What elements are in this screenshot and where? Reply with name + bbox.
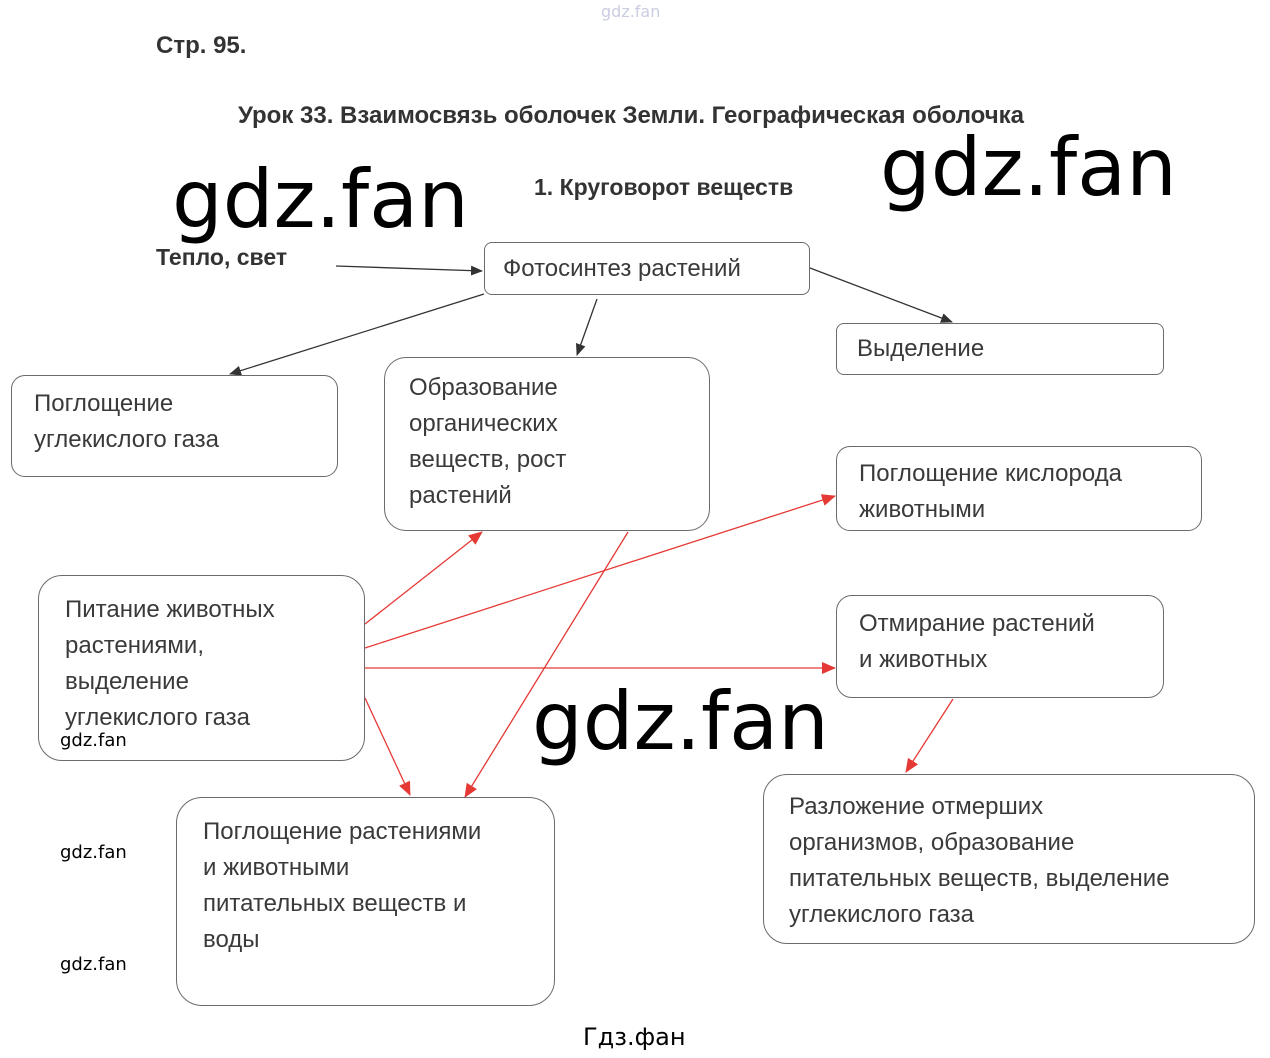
node-animal-feeding-label: Питание животных растениями, выделение углекислого газа [65,596,275,731]
node-co2-absorption [11,375,338,477]
watermark-small-2: gdz.fan [60,842,127,863]
lesson-title: Урок 33. Взаимосвязь оболочек Земли. Географическая оболочка [238,102,1024,129]
node-dying [836,595,1164,698]
watermark-small-1: gdz.fan [60,730,127,751]
input-label-heat-light: Тепло, свет [156,244,288,270]
arrow-photosynthesis-to-release [810,268,952,322]
node-dying-label: Отмирание растений и животных [859,610,1095,673]
watermark-large-left: gdz.fan [172,153,469,246]
footer-caption: Гдз.фан [583,1023,686,1051]
section-title: 1. Круговорот веществ [534,174,794,200]
node-decomposition-label: Разложение отмерших организмов, образование питательных веществ, выделение углекислого газа [789,793,1170,928]
node-nutrient-absorption [176,797,555,1006]
watermark-large-right: gdz.fan [880,121,1177,214]
arrow-feeding-to-organic [365,532,482,624]
node-decomposition [763,774,1255,944]
arrow-dying-to-decomposition [906,699,953,772]
node-oxygen-absorption-label: Поглощение кислорода животными [859,460,1122,523]
node-nutrient-absorption-label: Поглощение растениями и животными питательных веществ и воды [203,818,482,953]
node-release-label: Выделение [857,335,985,362]
arrow-feeding-to-nutrient [365,698,410,795]
node-oxygen-absorption [836,446,1202,531]
node-co2-absorption-label: Поглощение углекислого газа [34,390,220,453]
watermark-small-3: gdz.fan [60,954,127,975]
page-reference: Стр. 95. [156,32,247,59]
watermark-large-center: gdz.fan [532,675,829,768]
arrow-photosynthesis-to-organic [577,299,597,355]
node-photosynthesis-label: Фотосинтез растений [503,255,741,282]
node-organic-formation-label: Образование органических веществ, рост растений [409,374,567,509]
node-release [836,323,1164,375]
watermark-top: gdz.fan [601,2,661,21]
node-photosynthesis [484,242,810,295]
node-organic-formation [384,357,710,531]
arrow-heat-to-photosynthesis [336,266,482,271]
